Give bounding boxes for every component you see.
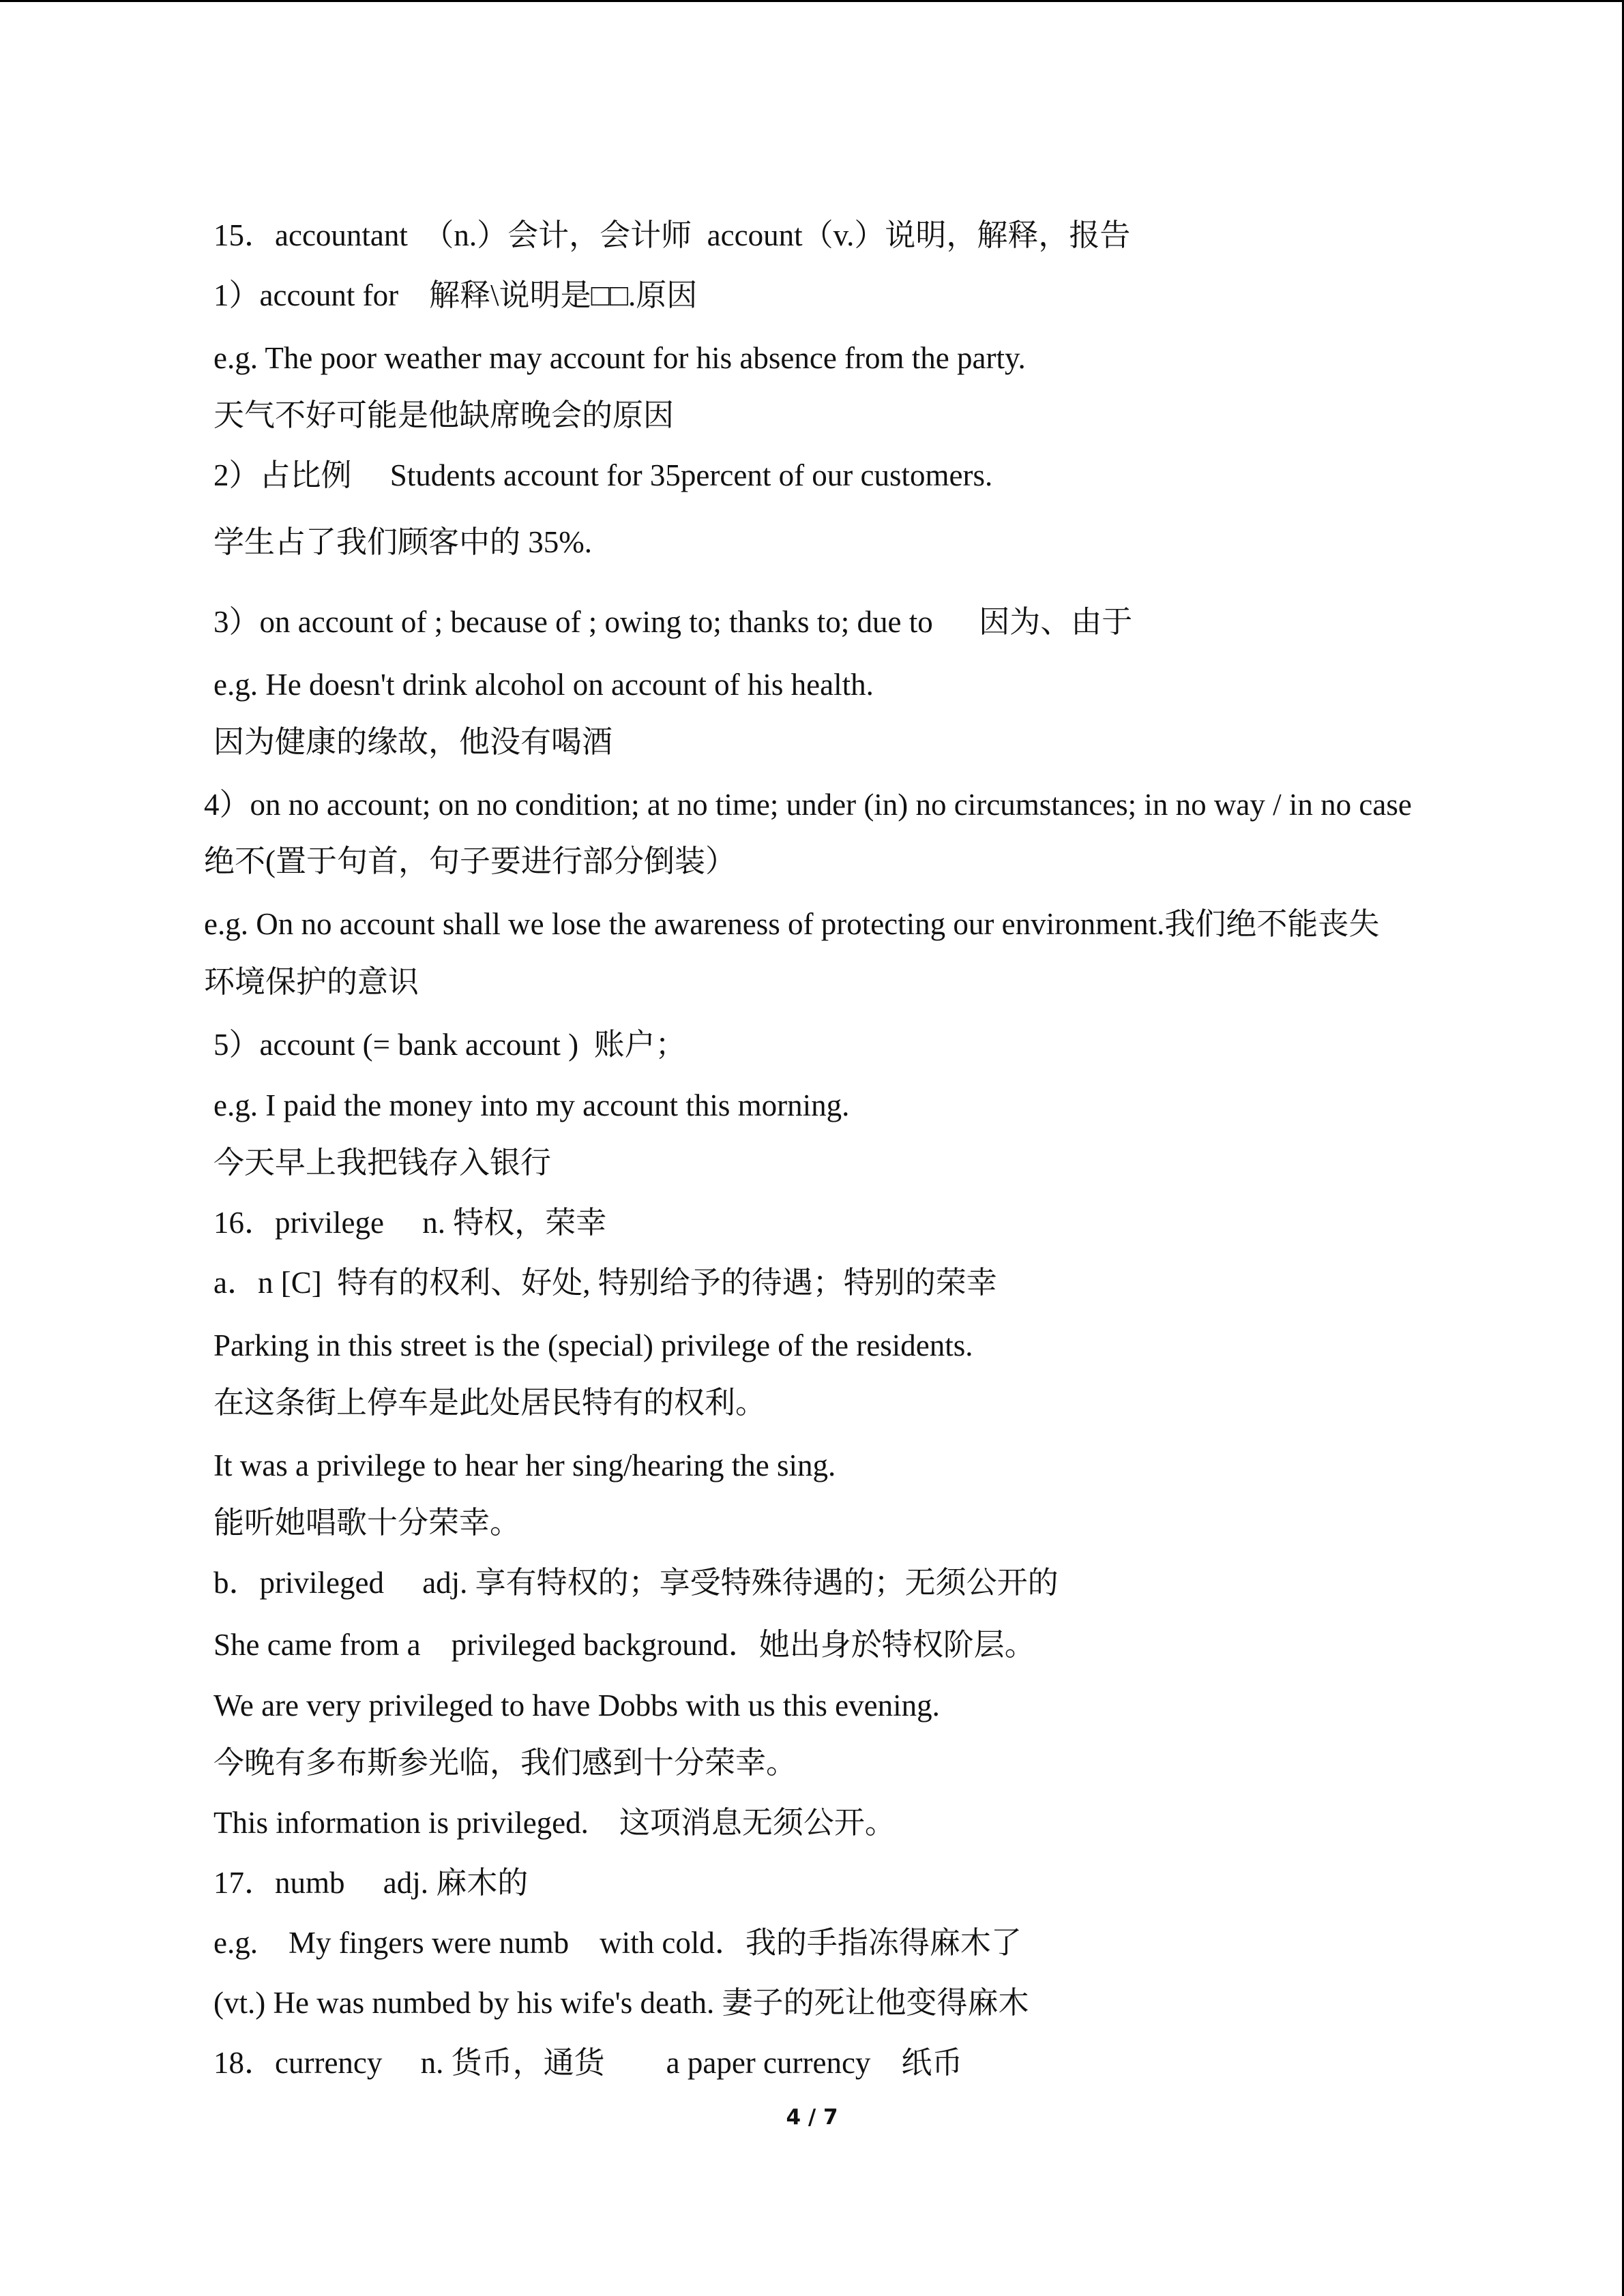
entry-15-sense-1: 1）account for 解释\说明是□□.原因 xyxy=(213,278,698,312)
entry-15-example-3-zh: 因为健康的缘故，他没有喝酒 xyxy=(213,725,613,759)
entry-15-example-4-en: e.g. On no account shall we lose the awareness of protecting our environment.我们绝不能丧失 xyxy=(204,907,1380,941)
entry-16-heading: 16．privilege n. 特权，荣幸 xyxy=(213,1206,607,1240)
entry-15-example-5-en: e.g. I paid the money into my account this morning. xyxy=(213,1088,850,1122)
entry-15-example-1-en: e.g. The poor weather may account for his absence from the party. xyxy=(213,341,1026,375)
entry-15-example-5-zh: 今天早上我把钱存入银行 xyxy=(213,1146,552,1180)
entry-15-sense-2-zh: 学生占了我们顾客中的 35%. xyxy=(213,525,592,559)
entry-15-example-1-zh: 天气不好可能是他缺席晚会的原因 xyxy=(213,398,675,432)
entry-16-example-a1-en: Parking in this street is the (special) privilege of the residents. xyxy=(213,1328,973,1362)
entry-15-sense-5: 5）account (= bank account ) 账户； xyxy=(213,1028,686,1062)
entry-15-sense-3: 3）on account of ; because of ; owing to; thanks to; due to 因为、由于 xyxy=(213,605,1133,639)
entry-16-example-b1: She came from a privileged background．她出身於特权阶层。 xyxy=(213,1628,1035,1662)
entry-16-example-a2-en: It was a privilege to hear her sing/hearing the sing. xyxy=(213,1448,836,1482)
entry-16-example-b3: This information is privileged. 这项消息无须公开。 xyxy=(213,1806,896,1840)
entry-17-example-1: e.g. My fingers were numb with cold．我的手指冻得麻木了 xyxy=(213,1926,1022,1960)
entry-16-example-a1-zh: 在这条街上停车是此处居民特有的权利。 xyxy=(213,1386,767,1420)
entry-17-example-2: (vt.) He was numbed by his wife's death. 妻子的死让他变得麻木 xyxy=(213,1986,1029,2020)
entry-15-example-3-en: e.g. He doesn't drink alcohol on account of his health. xyxy=(213,668,874,702)
entry-15-heading: 15．accountant （n.）会计，会计师 account（v.）说明，解释，报告 xyxy=(213,218,1131,252)
entry-16-sense-b: b．privileged adj. 享有特权的；享受特殊待遇的；无须公开的 xyxy=(213,1566,1059,1600)
entry-17-heading: 17．numb adj. 麻木的 xyxy=(213,1866,529,1900)
entry-16-sense-a: a．n [C] 特有的权利、好处, 特别给予的待遇；特别的荣幸 xyxy=(213,1266,997,1300)
entry-18-heading: 18．currency n. 货币，通货 a paper currency 纸币 xyxy=(213,2046,963,2080)
entry-16-example-b2-en: We are very privileged to have Dobbs with us this evening. xyxy=(213,1688,940,1723)
entry-15-sense-4: 4）on no account; on no condition; at no time; under (in) no circumstances; in no way / in no case xyxy=(204,788,1412,822)
entry-16-example-a2-zh: 能听她唱歌十分荣幸。 xyxy=(213,1506,521,1540)
entry-15-sense-2: 2）占比例 Students account for 35percent of our customers. xyxy=(213,458,993,492)
entry-16-example-b2-zh: 今晚有多布斯参光临，我们感到十分荣幸。 xyxy=(213,1746,797,1780)
entry-15-example-4-zh: 环境保护的意识 xyxy=(204,965,419,999)
page-number: 4 / 7 xyxy=(786,2105,838,2130)
entry-15-sense-4-note: 绝不(置于句首，句子要进行部分倒装） xyxy=(204,844,736,878)
